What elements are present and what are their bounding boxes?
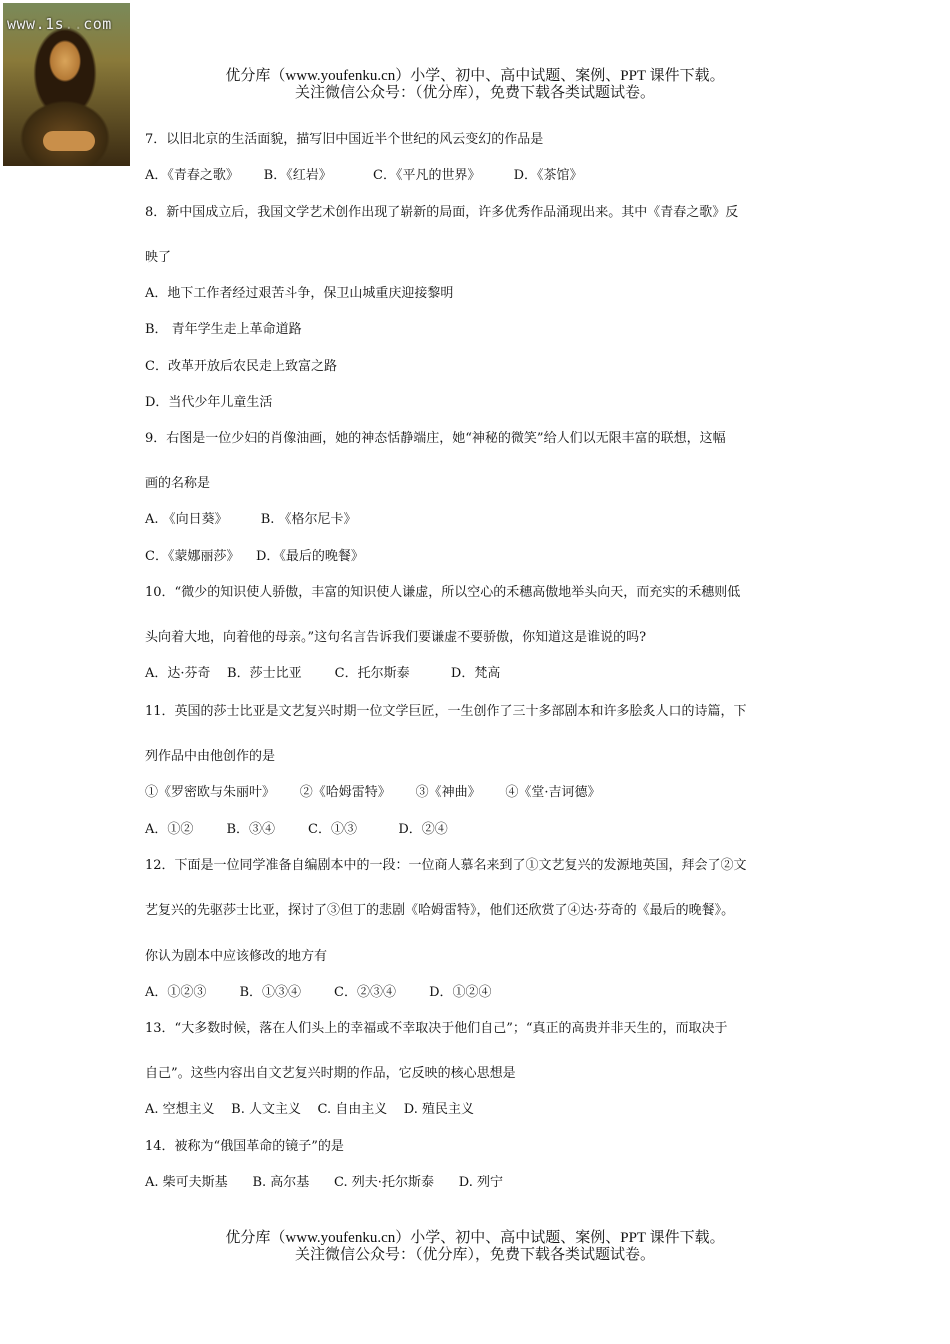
q9-stem-cont: 画的名称是 xyxy=(145,476,211,491)
q11-stem-cont: 列作品中由他创作的是 xyxy=(145,749,276,764)
portrait-hands xyxy=(43,131,95,151)
mona-lisa-portrait xyxy=(3,3,130,166)
page-footer xyxy=(150,1230,800,1264)
footer-line-2: 关注微信公众号：（优分库），免费下载各类试题试卷。 xyxy=(294,1247,655,1263)
q8-option-a: A．地下工作者经过艰苦斗争，保卫山城重庆迎接黎明 xyxy=(145,286,454,301)
footer-line-1: 优分库（www.youfenku.cn）小学、初中、高中试题、案例、PPT 课件下载。 xyxy=(225,1230,725,1246)
q10-options: A．达·芬奇 B．莎士比亚 C．托尔斯泰 D．梵高 xyxy=(145,666,501,681)
q9-options-ab: A. 《向日葵》 B. 《格尔尼卡》 xyxy=(145,512,357,527)
q8-stem-cont: 映了 xyxy=(145,250,172,265)
portrait-watermark: www.1s..com xyxy=(7,15,112,33)
q10-stem: 10．“微少的知识使人骄傲，丰富的知识使人谦虚，所以空心的禾穗高傲地举头向天，而充实的禾穗则低 xyxy=(145,585,741,600)
q8-option-c: C．改革开放后农民走上致富之路 xyxy=(145,359,337,374)
q14-options: A. 柴可夫斯基 B. 高尔基 C. 列夫·托尔斯泰 D. 列宁 xyxy=(145,1175,503,1190)
page-header xyxy=(150,68,800,102)
q13-options: A. 空想主义 B. 人文主义 C. 自由主义 D. 殖民主义 xyxy=(145,1102,475,1117)
q11-works: ①《罗密欧与朱丽叶》 ②《哈姆雷特》 ③《神曲》 ④《堂·吉诃德》 xyxy=(145,785,601,800)
q7-options: A．《青春之歌》 B．《红岩》 C．《平凡的世界》 D．《茶馆》 xyxy=(145,168,583,183)
q11-options: A．①② B．③④ C．①③ D．②④ xyxy=(145,822,448,837)
q12-stem: 12．下面是一位同学准备自编剧本中的一段：一位商人慕名来到了①文艺复兴的发源地英国，拜会了②文 xyxy=(145,858,747,873)
q11-stem: 11．英国的莎士比亚是文艺复兴时期一位文学巨匠，一生创作了三十多部剧本和许多脍炙人口的诗篇，下 xyxy=(145,704,747,719)
q12-options: A．①②③ B．①③④ C．②③④ D．①②④ xyxy=(145,985,492,1000)
q13-stem-cont: 自己”。这些内容出自文艺复兴时期的作品，它反映的核心思想是 xyxy=(145,1066,516,1081)
q12-stem-cont-2: 你认为剧本中应该修改的地方有 xyxy=(145,949,328,964)
q9-stem: 9．右图是一位少妇的肖像油画，她的神态恬静端庄，她“神秘的微笑”给人们以无限丰富的联想，这幅 xyxy=(145,431,726,446)
header-line-2: 关注微信公众号：（优分库），免费下载各类试题试卷。 xyxy=(294,85,655,101)
q8-option-b: B． 青年学生走上革命道路 xyxy=(145,322,302,337)
q12-stem-cont: 艺复兴的先驱莎士比亚，探讨了③但丁的悲剧《哈姆雷特》，他们还欣赏了④达·芬奇的《最后的晚餐》。 xyxy=(145,903,735,918)
q8-option-d: D．当代少年儿童生活 xyxy=(145,395,273,410)
q13-stem: 13．“大多数时候，落在人们头上的幸福或不幸取决于他们自己”；“真正的高贵并非天生的，而取决于 xyxy=(145,1021,728,1036)
q14-stem: 14．被称为“俄国革命的镜子”的是 xyxy=(145,1139,344,1154)
q7-stem: 7．以旧北京的生活面貌，描写旧中国近半个世纪的风云变幻的作品是 xyxy=(145,132,544,147)
q9-options-cd: C．《蒙娜丽莎》 D．《最后的晚餐》 xyxy=(145,549,364,564)
q10-stem-cont: 头向着大地，向着他的母亲。”这句名言告诉我们要谦虚不要骄傲，你知道这是谁说的吗? xyxy=(145,630,647,645)
q8-stem: 8．新中国成立后，我国文学艺术创作出现了崭新的局面，许多优秀作品涌现出来。其中《青春之歌》反 xyxy=(145,205,739,220)
header-line-1: 优分库（www.youfenku.cn）小学、初中、高中试题、案例、PPT 课件下载。 xyxy=(225,68,725,84)
